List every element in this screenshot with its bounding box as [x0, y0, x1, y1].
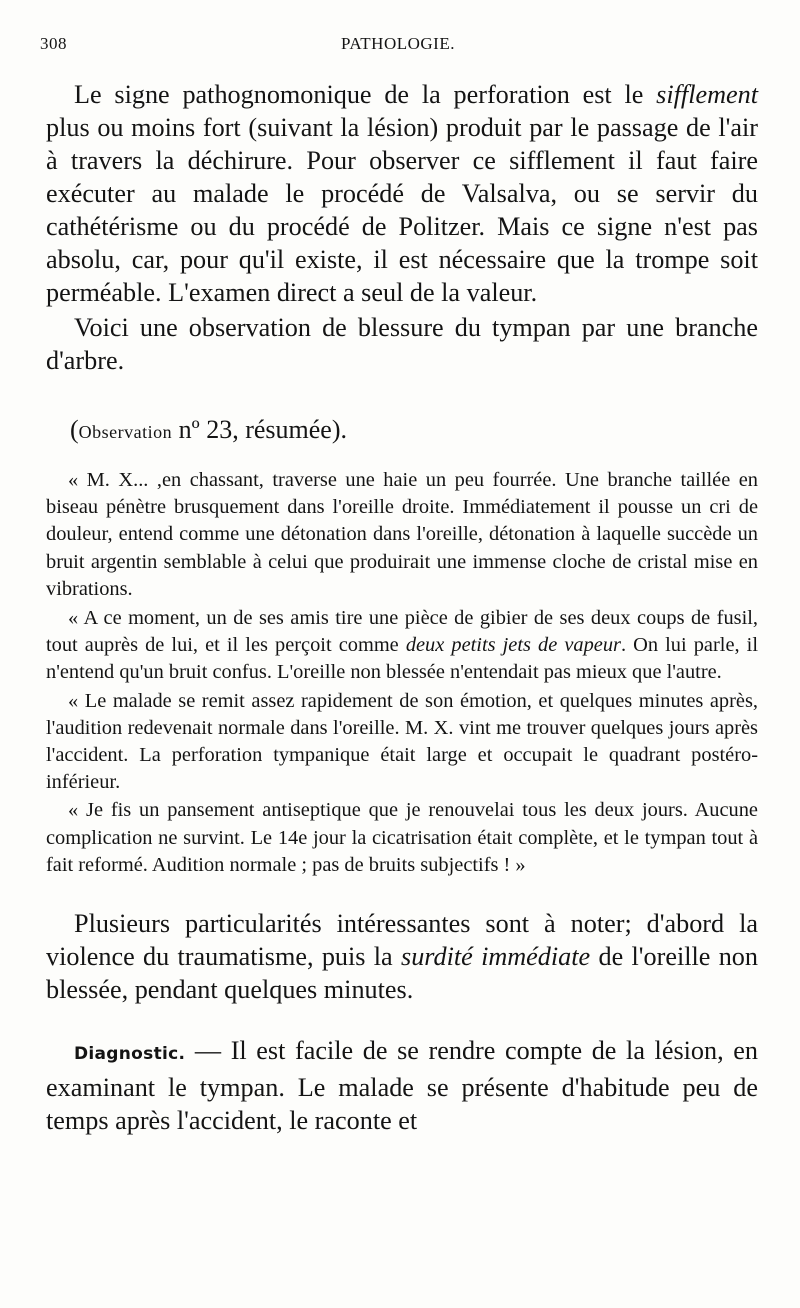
- page-number: 308: [40, 34, 67, 53]
- section-heading-diagnostic: Diagnostic.: [74, 1044, 186, 1065]
- paragraph-particularites: [46, 907, 758, 1006]
- emphasis-jets-de-vapeur: deux petits jets de vapeur: [405, 634, 621, 657]
- obs-open-paren: (: [70, 415, 79, 444]
- quote-text: . On lui parle, il n'entend qu'un bruit confus. L'oreille non blessée n'entendait pas mieux que l'autre.: [46, 634, 758, 684]
- paragraph-diagnostic: [46, 1034, 758, 1137]
- page-body: [46, 78, 758, 1137]
- emphasis-surdite: surdité immédiate: [401, 942, 591, 972]
- paragraph-perforation-sign: [46, 78, 758, 309]
- quote-text: « A ce moment, un de ses amis tire une pièce de gibier de ses deux coups de fusil, tout auprès de lui, et il les perçoit comme: [46, 607, 758, 657]
- paragraph-text: Le signe pathognomonique de la perforation est le: [74, 80, 657, 109]
- paragraph-text: Plusieurs particularités intéressantes sont à noter; d'abord la violence du traumatisme, puis la: [46, 909, 758, 972]
- quote-paragraph-1: « M. X... ,en chassant, traverse une haie un peu fourrée. Une branche taillée en biseau pénètre brusquement dans l'oreille droite. Immédiatement il pousse un cri de douleur, entend comme une détonation dans l'oreille, détonation à laquelle succède un bruit argentin semblable à celui que produirait une immense cloche de cristal mise en vibrations.: [46, 469, 758, 600]
- observation-heading: [70, 413, 758, 449]
- paragraph-text: plus ou moins fort (suivant la lésion) produit par le passage de l'air à travers la déchirure. Pour observer ce sifflement il faut faire exécuter au malade le procédé de Valsalva, ou se servir du cathétérisme ou du procédé de Politzer. Mais ce signe n'est pas absolu, car, pour qu'il existe, il est nécessaire que la trompe soit perméable. L'examen direct a seul de la valeur.: [46, 113, 758, 307]
- page-header: [36, 34, 760, 58]
- paragraph-text: — Il est facile de se rendre compte de la lésion, en examinant le tympan. Le malade se présente d'habitude peu de temps après l'accident, le raconte et: [46, 1036, 758, 1136]
- running-title: PATHOLOGIE.: [341, 34, 455, 53]
- obs-rest: nº 23, résumée).: [172, 415, 347, 444]
- paragraph-text: de l'oreille non blessée, pendant quelques minutes.: [46, 942, 758, 1005]
- obs-label: Observation: [78, 422, 173, 442]
- quote-paragraph-2: [46, 605, 758, 687]
- paragraph-observation-intro: Voici une observation de blessure du tympan par une branche d'arbre.: [46, 313, 758, 375]
- emphasis-sifflement: sifflement: [656, 80, 758, 109]
- quote-paragraph-4: « Je fis un pansement antiseptique que je renouvelai tous les deux jours. Aucune complication ne survint. Le 14e jour la cicatrisation était complète, et le tympan tout à fait reformé. Audition normale ; pas de bruits subjectifs ! »: [46, 799, 758, 876]
- quote-paragraph-3: « Le malade se remit assez rapidement de son émotion, et quelques minutes après, l'audition redevenait normale dans l'oreille. M. X. vint me trouver quelques jours après l'accident. La perforation tympanique était large et occupait le quadrant postéro-inférieur.: [46, 689, 758, 794]
